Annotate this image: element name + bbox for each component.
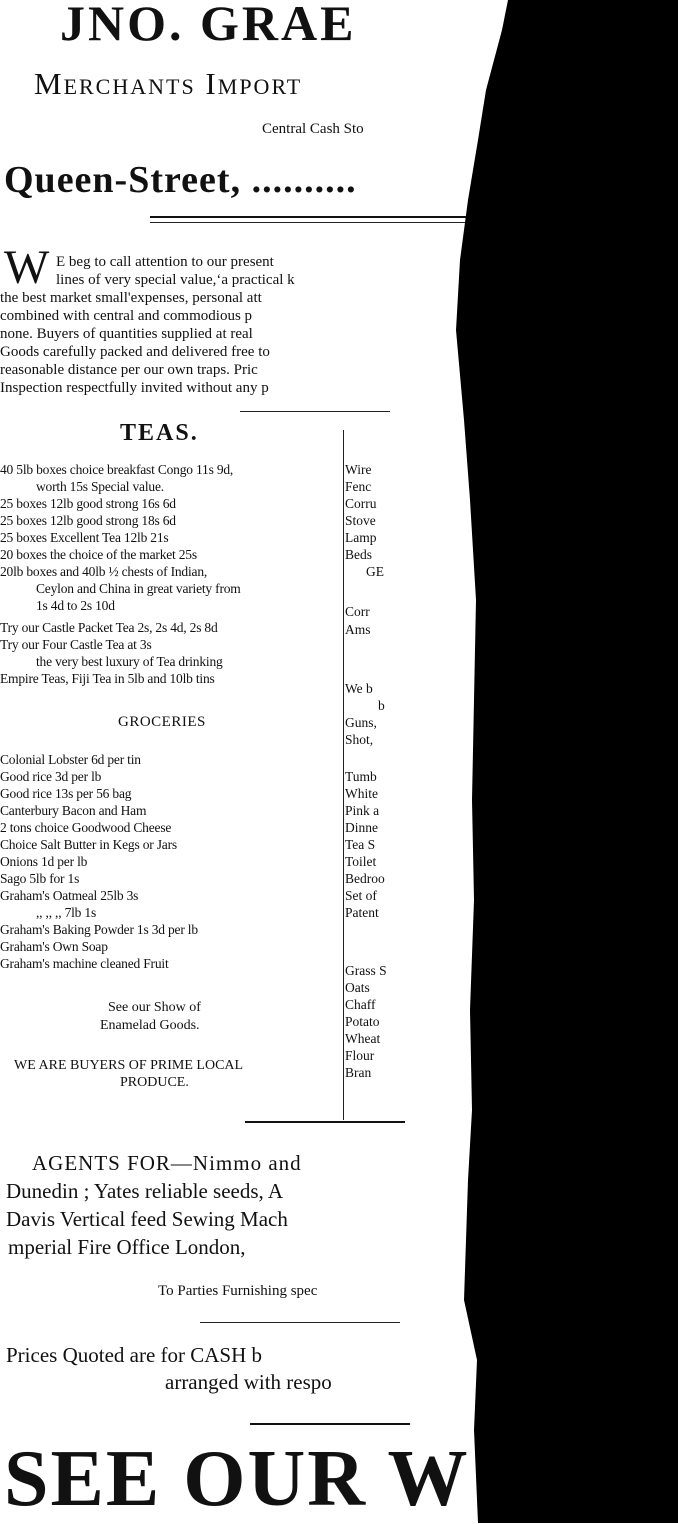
- prices-line: Prices Quoted are for CASH b: [6, 1343, 263, 1367]
- tea-line: 1s 4d to 2s 10d: [36, 598, 115, 613]
- torn-page-edge: [378, 0, 678, 1523]
- section-rule-thin: [200, 1322, 400, 1323]
- right-col-entry: Toilet: [345, 854, 377, 869]
- grocery-line: Graham's machine cleaned Fruit: [0, 956, 169, 971]
- agents-line: AGENTS FOR—Nimmo and: [32, 1151, 302, 1175]
- tea-line: 25 boxes 12lb good strong 18s 6d: [0, 513, 176, 528]
- right-col-entry: Bedroo: [345, 871, 385, 886]
- tea-line: Empire Teas, Fiji Tea in 5lb and 10lb tins: [0, 671, 215, 686]
- tea-line: 20lb boxes and 40lb ½ chests of Indian,: [0, 564, 208, 579]
- right-col-entry: Oats: [345, 980, 370, 995]
- grocery-line: Colonial Lobster 6d per tin: [0, 752, 141, 767]
- right-col-entry: White: [345, 786, 378, 801]
- right-col-entry: Ams: [345, 622, 371, 637]
- buyers-notice: PRODUCE.: [120, 1075, 189, 1090]
- grocery-line: Onions 1d per lb: [0, 854, 88, 869]
- right-col-entry: b: [378, 698, 385, 713]
- agents-line: Davis Vertical feed Sewing Mach: [6, 1207, 288, 1231]
- grocery-line: Good rice 13s per 56 bag: [0, 786, 132, 801]
- buyers-notice: WE ARE BUYERS OF PRIME LOCAL: [14, 1058, 244, 1073]
- right-col-entry: Corr: [345, 604, 370, 619]
- show-notice: See our Show of: [108, 1000, 201, 1015]
- right-col-entry: Tumb: [345, 769, 377, 784]
- right-col-entry: Potato: [345, 1014, 380, 1029]
- drop-cap: W: [4, 241, 50, 294]
- column-divider: [343, 430, 344, 1120]
- grocery-line: Good rice 3d per lb: [0, 769, 102, 784]
- right-col-entry: Wire: [345, 462, 372, 477]
- firm-name: JNO. GRAE: [60, 0, 357, 51]
- intro-line: combined with central and commodious p: [0, 308, 253, 324]
- section-rule: [245, 1121, 405, 1123]
- prices-line: arranged with respo: [165, 1370, 332, 1394]
- right-col-entry: Bran: [345, 1065, 372, 1080]
- teas-heading: TEAS.: [120, 420, 199, 446]
- tea-line: 20 boxes the choice of the market 25s: [0, 547, 197, 562]
- right-col-entry: Set of: [345, 888, 377, 903]
- grocery-line: Graham's Oatmeal 25lb 3s: [0, 888, 139, 903]
- right-col-entry: Beds: [345, 547, 372, 562]
- tea-line: Ceylon and China in great variety from: [36, 581, 241, 596]
- grocery-line: 2 tons choice Goodwood Cheese: [0, 820, 172, 835]
- show-notice: Enamelad Goods.: [100, 1018, 200, 1033]
- right-col-entry: Grass S: [345, 963, 387, 978]
- grocery-line: Sago 5lb for 1s: [0, 871, 80, 886]
- right-col-entry: Guns,: [345, 715, 377, 730]
- agents-line: Dunedin ; Yates reliable seeds, A: [6, 1179, 284, 1203]
- intro-line: Inspection respectfully invited without any p: [0, 380, 269, 396]
- tea-line: 25 boxes 12lb good strong 16s 6d: [0, 496, 176, 511]
- grocery-line: ,, ,, ,, 7lb 1s: [36, 905, 97, 920]
- tea-line: the very best luxury of Tea drinking: [36, 654, 223, 669]
- right-col-entry: Dinne: [345, 820, 378, 835]
- right-col-entry: Fenc: [345, 479, 372, 494]
- footer-rule: [250, 1423, 410, 1425]
- groceries-heading: GROCERIES: [118, 714, 206, 730]
- right-col-entry: Flour: [345, 1048, 375, 1063]
- subtitle: Merchants Import: [34, 66, 303, 101]
- right-col-entry: Pink a: [345, 803, 380, 818]
- right-col-entry: Wheat: [345, 1031, 381, 1046]
- tea-line: 40 5lb boxes choice breakfast Congo 11s 9d,: [0, 462, 234, 477]
- intro-line: lines of very special value,‘a practical k: [56, 272, 295, 288]
- intro-rule: [240, 411, 390, 412]
- right-col-entry: Stove: [345, 513, 376, 528]
- intro-line: reasonable distance per our own traps. Pric: [0, 362, 258, 378]
- footer-banner: SEE OUR W: [4, 1435, 470, 1523]
- furnishing-notice: To Parties Furnishing spec: [158, 1283, 318, 1299]
- intro-line: none. Buyers of quantities supplied at real: [0, 326, 253, 342]
- grocery-line: Choice Salt Butter in Kegs or Jars: [0, 837, 177, 852]
- right-col-entry: Patent: [345, 905, 379, 920]
- grocery-line: Graham's Baking Powder 1s 3d per lb: [0, 922, 198, 937]
- tea-line: 25 boxes Excellent Tea 12lb 21s: [0, 530, 169, 545]
- intro-line: Goods carefully packed and delivered free to: [0, 344, 270, 360]
- grocery-line: Graham's Own Soap: [0, 939, 108, 954]
- right-col-entry: Chaff: [345, 997, 376, 1012]
- intro-line: the best market small'expenses, personal att: [0, 290, 262, 306]
- tea-line: Try our Castle Packet Tea 2s, 2s 4d, 2s 8d: [0, 620, 218, 635]
- intro-line: E beg to call attention to our present: [56, 254, 274, 270]
- right-col-entry: Corru: [345, 496, 377, 511]
- right-col-entry: GE: [366, 564, 384, 579]
- tea-line: Try our Four Castle Tea at 3s: [0, 637, 152, 652]
- right-col-entry: Shot,: [345, 732, 374, 747]
- right-col-entry: Tea S: [345, 837, 376, 852]
- right-col-entry: Lamp: [345, 530, 377, 545]
- street-name: Queen-Street, ..........: [4, 159, 357, 201]
- store-name: Central Cash Sto: [262, 121, 364, 137]
- right-col-entry: We b: [345, 681, 373, 696]
- agents-line: mperial Fire Office London,: [8, 1235, 246, 1259]
- tea-line: worth 15s Special value.: [36, 479, 164, 494]
- grocery-line: Canterbury Bacon and Ham: [0, 803, 147, 818]
